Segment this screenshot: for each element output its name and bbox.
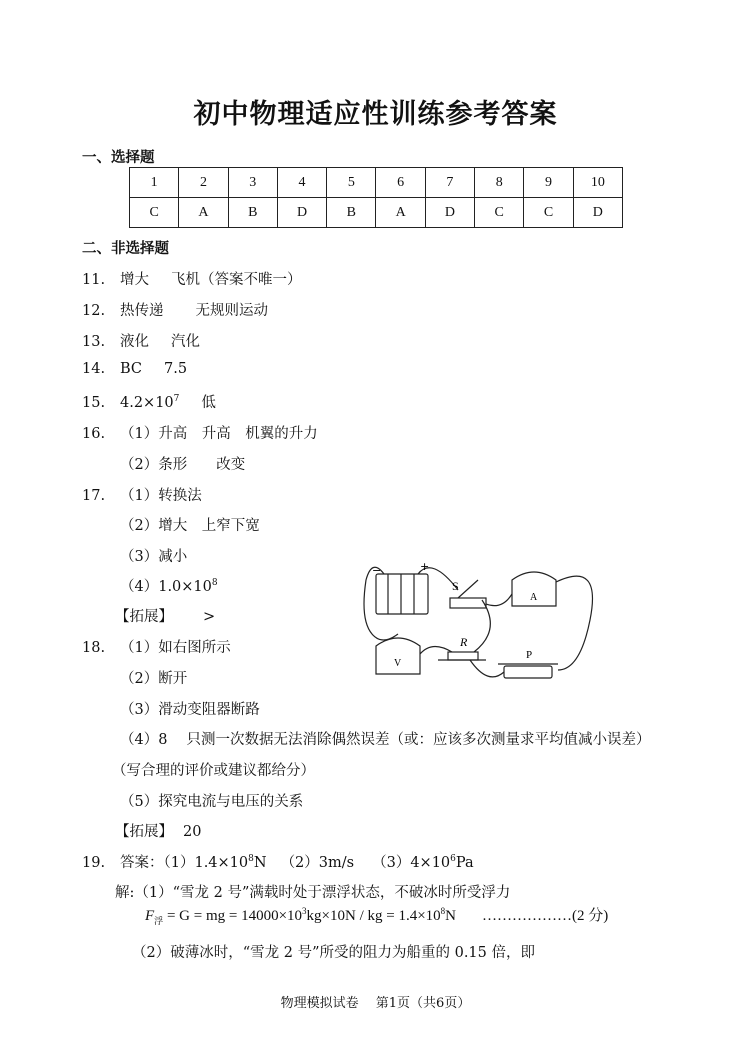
answer-part: （1）如右图所示 bbox=[120, 640, 231, 656]
ammeter-label: A bbox=[530, 592, 538, 603]
answer-18-line-5: （写合理的评价或建议都给分） bbox=[112, 763, 315, 779]
answer-cell: D bbox=[277, 198, 326, 228]
battery-icon bbox=[376, 574, 428, 614]
q-number-cell: 5 bbox=[327, 168, 376, 198]
answer-14 bbox=[82, 361, 187, 377]
answer-16-line-2: （2）条形 改变 bbox=[120, 457, 246, 473]
exponent: 8 bbox=[211, 578, 218, 589]
answer-17-line-3: （3）减小 bbox=[120, 549, 188, 565]
question-number: 13. bbox=[82, 334, 106, 350]
answer-part: N bbox=[253, 855, 267, 871]
answer-cell: B bbox=[327, 198, 376, 228]
q-number-cell: 3 bbox=[228, 168, 277, 198]
answer-18-line-2: （2）断开 bbox=[120, 671, 188, 687]
answer-12 bbox=[82, 299, 268, 320]
answer-part: 无规则运动 bbox=[195, 303, 268, 319]
q-number-cell: 6 bbox=[376, 168, 425, 198]
circuit-diagram bbox=[362, 560, 662, 692]
answer-part: （2）3m/s bbox=[280, 855, 355, 871]
answer-part: 增大 bbox=[120, 272, 149, 288]
plus-label: + bbox=[420, 560, 430, 573]
answer-cell: B bbox=[228, 198, 277, 228]
question-number: 14. bbox=[82, 361, 106, 377]
answer-cell: C bbox=[475, 198, 524, 228]
q-number-cell: 7 bbox=[425, 168, 474, 198]
answer-cell: D bbox=[573, 198, 622, 228]
answer-part: 液化 bbox=[120, 334, 149, 350]
answer-19-solution-line-2: （2）破薄冰时，“雪龙 2 号”所受的阻力为船重的 0.15 倍，即 bbox=[132, 945, 535, 961]
q-number-cell: 8 bbox=[475, 168, 524, 198]
page-footer: 物理模拟试卷 第1页（共6页） bbox=[280, 996, 471, 1011]
formula-symbol: F bbox=[145, 908, 155, 924]
question-number: 16. bbox=[82, 426, 106, 442]
rheostat-label: P bbox=[526, 649, 533, 661]
answer-13 bbox=[82, 330, 200, 351]
answer-17-line-4 bbox=[120, 575, 218, 596]
answer-part: （1）升高 升高 机翼的升力 bbox=[120, 426, 318, 442]
exponent: 8 bbox=[440, 906, 446, 916]
resistor-label: R bbox=[460, 635, 468, 649]
question-number-row bbox=[130, 168, 623, 198]
buoyancy-formula bbox=[145, 904, 608, 927]
voltmeter-label: V bbox=[394, 658, 402, 669]
answer-part: 7.5 bbox=[164, 361, 188, 377]
page-title: 初中物理适应性训练参考答案 bbox=[193, 99, 558, 130]
exponent: 7 bbox=[173, 394, 180, 405]
answer-11 bbox=[82, 268, 302, 289]
answer-cell: C bbox=[524, 198, 573, 228]
answer-18-line-6: （5）探究电流与电压的关系 bbox=[120, 794, 304, 810]
question-number: 18. bbox=[82, 640, 106, 656]
answer-part: 20 bbox=[183, 824, 202, 840]
question-number: 11. bbox=[82, 272, 106, 288]
answer-part: Pa bbox=[455, 855, 474, 871]
answer-part: > bbox=[203, 609, 216, 625]
answer-part: 飞机（答案不唯一） bbox=[171, 272, 302, 288]
answer-19-summary bbox=[82, 851, 474, 872]
answer-17-line-1 bbox=[82, 484, 202, 505]
q-number-cell: 1 bbox=[130, 168, 179, 198]
formula-subscript: 浮 bbox=[154, 916, 164, 926]
formula-part: = G = mg = 14000×10 bbox=[163, 908, 303, 924]
switch-icon bbox=[450, 598, 486, 608]
section-non-choice-heading: 二、非选择题 bbox=[82, 240, 169, 257]
answer-part: 4.2×10 bbox=[120, 395, 174, 411]
answer-18-line-1 bbox=[82, 636, 231, 657]
answer-part: （4）1.0×10 bbox=[120, 579, 212, 595]
answer-18-line-4: （4）8 只测一次数据无法消除偶然误差（或：应该多次测量求平均值减小误差） bbox=[120, 732, 651, 748]
section-multiple-choice-heading: 一、选择题 bbox=[82, 149, 155, 166]
q-number-cell: 2 bbox=[179, 168, 228, 198]
answer-table bbox=[129, 167, 623, 228]
answer-part: BC bbox=[120, 361, 143, 377]
question-number: 12. bbox=[82, 303, 106, 319]
minus-label: − bbox=[372, 564, 382, 577]
answer-cell: D bbox=[425, 198, 474, 228]
formula-part: N bbox=[445, 908, 457, 924]
extension-label: 【拓展】 bbox=[115, 609, 173, 625]
answer-part: 低 bbox=[201, 395, 216, 411]
exponent: 3 bbox=[302, 906, 307, 916]
question-number: 15. bbox=[82, 395, 106, 411]
question-number: 19. bbox=[82, 855, 106, 871]
switch-label: S bbox=[452, 579, 459, 593]
answer-15 bbox=[82, 391, 216, 412]
answer-18-extension bbox=[115, 820, 201, 841]
answer-part: （1）1.4×10 bbox=[163, 855, 249, 871]
exponent: 6 bbox=[450, 854, 456, 865]
answer-cell: A bbox=[376, 198, 425, 228]
answer-part: （3）4×10 bbox=[372, 855, 451, 871]
score-note: ………………(2 分) bbox=[482, 908, 609, 924]
answer-19-solution-line-1: 解:（1）“雪龙 2 号”满载时处于漂浮状态，不破冰时所受浮力 bbox=[115, 885, 511, 901]
q-number-cell: 9 bbox=[524, 168, 573, 198]
answer-cell: A bbox=[179, 198, 228, 228]
question-number: 17. bbox=[82, 488, 106, 504]
answer-16-line-1 bbox=[82, 422, 318, 443]
answer-part: （1）转换法 bbox=[120, 488, 202, 504]
answer-cell: C bbox=[130, 198, 179, 228]
answer-18-line-3: （3）滑动变阻器断路 bbox=[120, 702, 260, 718]
exponent: 8 bbox=[248, 854, 254, 865]
rheostat-icon bbox=[504, 666, 552, 678]
resistor-icon bbox=[448, 652, 478, 660]
answer-17-extension bbox=[115, 605, 215, 626]
q-number-cell: 10 bbox=[573, 168, 622, 198]
answer-label: 答案： bbox=[120, 855, 164, 871]
q-number-cell: 4 bbox=[277, 168, 326, 198]
answer-part: 热传递 bbox=[120, 303, 164, 319]
answer-part: 汽化 bbox=[171, 334, 200, 350]
answer-row bbox=[130, 198, 623, 228]
formula-part: kg×10N / kg = 1.4×10 bbox=[306, 908, 441, 924]
answer-17-line-2: （2）增大 上窄下宽 bbox=[120, 518, 260, 534]
extension-label: 【拓展】 bbox=[115, 824, 173, 840]
